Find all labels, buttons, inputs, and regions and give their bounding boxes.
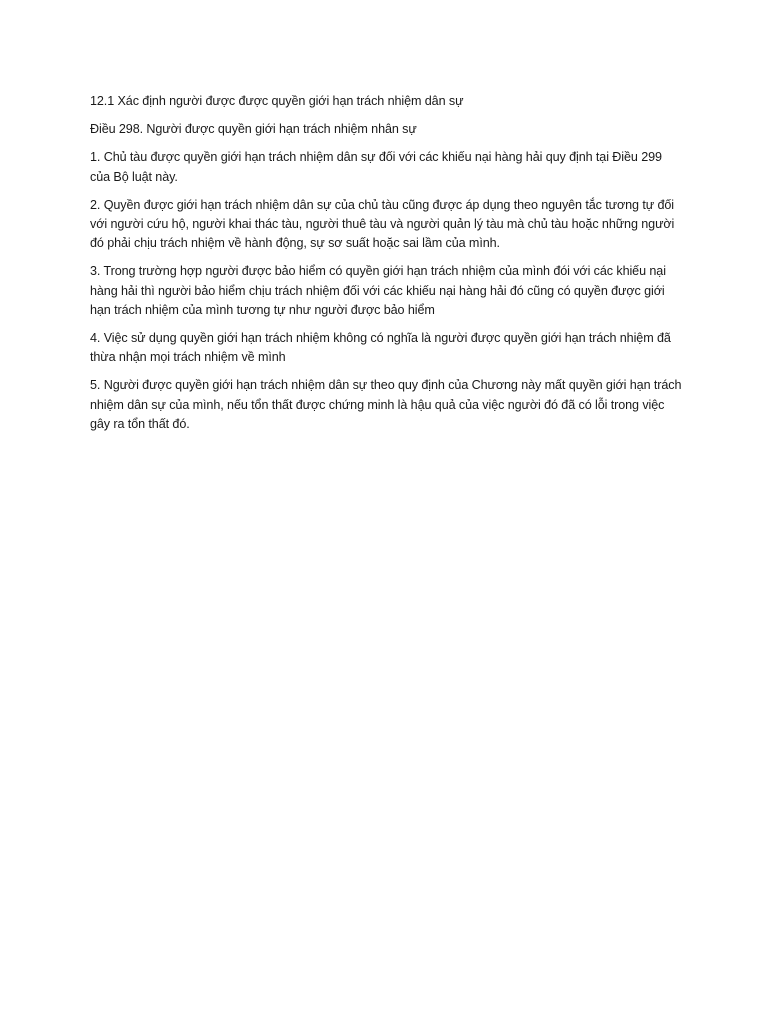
document-page [90,92,682,443]
article-title: Điều 298. Người được quyền giới hạn trách nhiệm nhân sự [90,122,417,137]
paragraph-5: 5. Người được quyền giới hạn trách nhiệm dân sự theo quy định của Chương này mất quyền giới hạn trách nhiệm dân sự của mình, nếu tổn thất được chứng minh là hậu quả của việc người đó đã có lỗi trong việc gây ra tổn thất đó. [90,378,682,431]
paragraph-2: 2. Quyền được giới hạn trách nhiệm dân sự của chủ tàu cũng được áp dụng theo nguyên tắc tương tự đối với người cứu hộ, người khai thác tàu, người thuê tàu và người quản lý tàu mà chủ tàu hoặc những người đó phải chịu trách nhiệm về hành động, sự sơ suất hoặc sai lầm của mình. [90,197,675,251]
paragraph-3: 3. Trong trường hợp người được bảo hiểm có quyền giới hạn trách nhiệm của mình đói với các khiếu nại hàng hải thì người bảo hiểm chịu trách nhiệm đối với các khiếu nại hàng hải đó cũng có quyền được giới hạn trách nhiệm của mình tương tự như người được bảo hiểm [90,264,666,317]
paragraph-1: 1. Chủ tàu được quyền giới hạn trách nhiệm dân sự đối với các khiếu nại hàng hải quy định tại Điều 299 của Bộ luật này. [90,150,662,184]
paragraph-4: 4. Việc sử dụng quyền giới hạn trách nhiệm không có nghĩa là người được quyền giới hạn trách nhiệm đã thừa nhận mọi trách nhiệm về mình [90,331,671,365]
section-heading: 12.1 Xác định người được được quyền giới hạn trách nhiệm dân sự [90,94,464,108]
